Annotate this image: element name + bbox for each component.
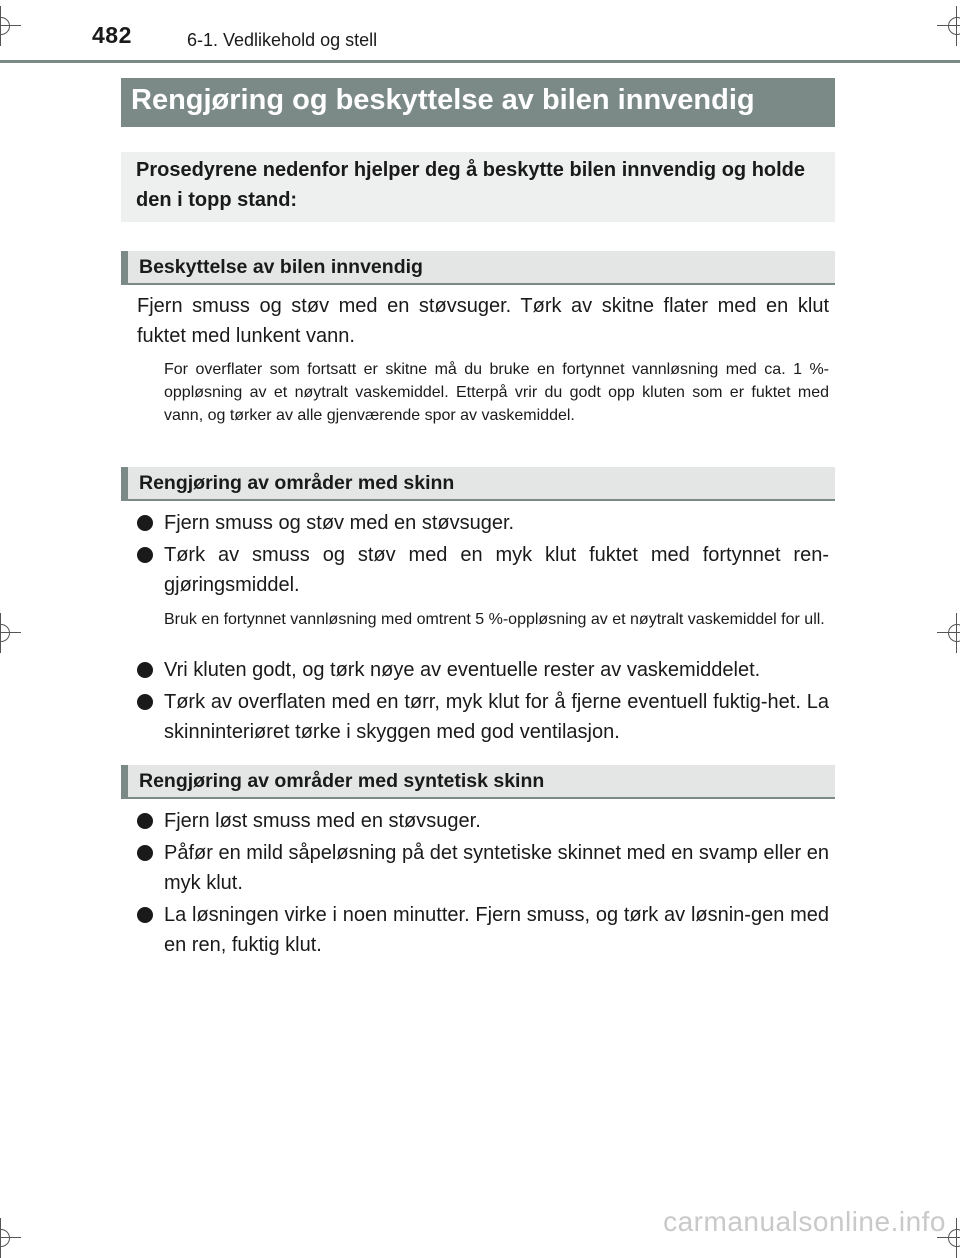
page-title-bar [121,78,835,127]
bullet-icon [137,515,153,531]
bullet-icon [137,907,153,923]
watermark: carmanualsonline.info [663,1206,946,1237]
bullet-list [137,655,829,749]
list-item-text: Vri kluten godt, og tørk nøye av eventuelle rester av vaskemiddelet. [164,659,761,681]
bullet-list [137,806,829,962]
section-note-text: For overflater som fortsatt er skitne må du bruke en fortynnet vannløsning med ca. 1 %-oppløsning av et nøytralt vaskemiddel. Etterpå vrir du godt opp kluten som er fuktet med vann, og tørker av alle gjenværende spor av vaskemiddel. [164,361,829,424]
header-rule [0,60,960,63]
list-item [137,540,829,600]
list-item [137,838,829,898]
section-reference: 6-1. Vedlikehold og stell [187,30,378,50]
section-heading-text: Beskyttelse av bilen innvendig [139,256,423,278]
list-item-text: La løsningen virke i noen minutter. Fjern smuss, og tørk av løsnin-gen med en ren, fuktig klut. [164,904,829,956]
page-title: Rengjøring og beskyttelse av bilen innvendig [131,84,755,116]
bullet-icon [137,547,153,563]
bullet-icon [137,845,153,861]
intro-text: Prosedyrene nedenfor hjelper deg å beskytte bilen innvendig og holde den i topp stand: [136,159,806,211]
registration-mark-top-right [937,6,960,46]
section-note-text: Bruk en fortynnet vannløsning med omtrent 5 %-oppløsning av et nøytralt vaskemiddel for ull. [164,611,825,628]
registration-mark-mid-right [937,613,960,653]
registration-mark-top-left [0,6,21,46]
intro-box [121,152,835,222]
list-item-text: Tørk av overflaten med en tørr, myk klut for å fjerne eventuell fuktig-het. La skinninteriøret tørke i skyggen med god ventilasjon. [164,691,829,743]
list-item-text: Påfør en mild såpeløsning på det syntetiske skinnet med en svamp eller en myk klut. [164,842,829,894]
section-body-text: Fjern smuss og støv med en støvsuger. Tørk av skitne flater med en klut fuktet med lunkent vann. [137,295,829,347]
registration-mark-bottom-left [0,1218,21,1258]
section-heading-text: Rengjøring av områder med syntetisk skinn [139,770,545,792]
bullet-icon [137,694,153,710]
section-heading-protection [121,251,835,285]
registration-mark-mid-left [0,613,21,653]
section-heading-text: Rengjøring av områder med skinn [139,472,455,494]
list-item-text: Fjern løst smuss med en støvsuger. [164,810,481,832]
bullet-icon [137,662,153,678]
page-number: 482 [92,22,132,48]
list-item [137,900,829,960]
list-item-text: Tørk av smuss og støv med en myk klut fuktet med fortynnet ren-gjøringsmiddel. [164,544,829,596]
list-item [137,655,829,685]
section-heading-synthetic-leather [121,765,835,799]
list-item-text: Fjern smuss og støv med en støvsuger. [164,512,515,534]
bullet-icon [137,813,153,829]
list-item [137,508,829,538]
list-item [137,687,829,747]
list-item [137,806,829,836]
section-heading-leather [121,467,835,501]
bullet-list [137,508,829,602]
